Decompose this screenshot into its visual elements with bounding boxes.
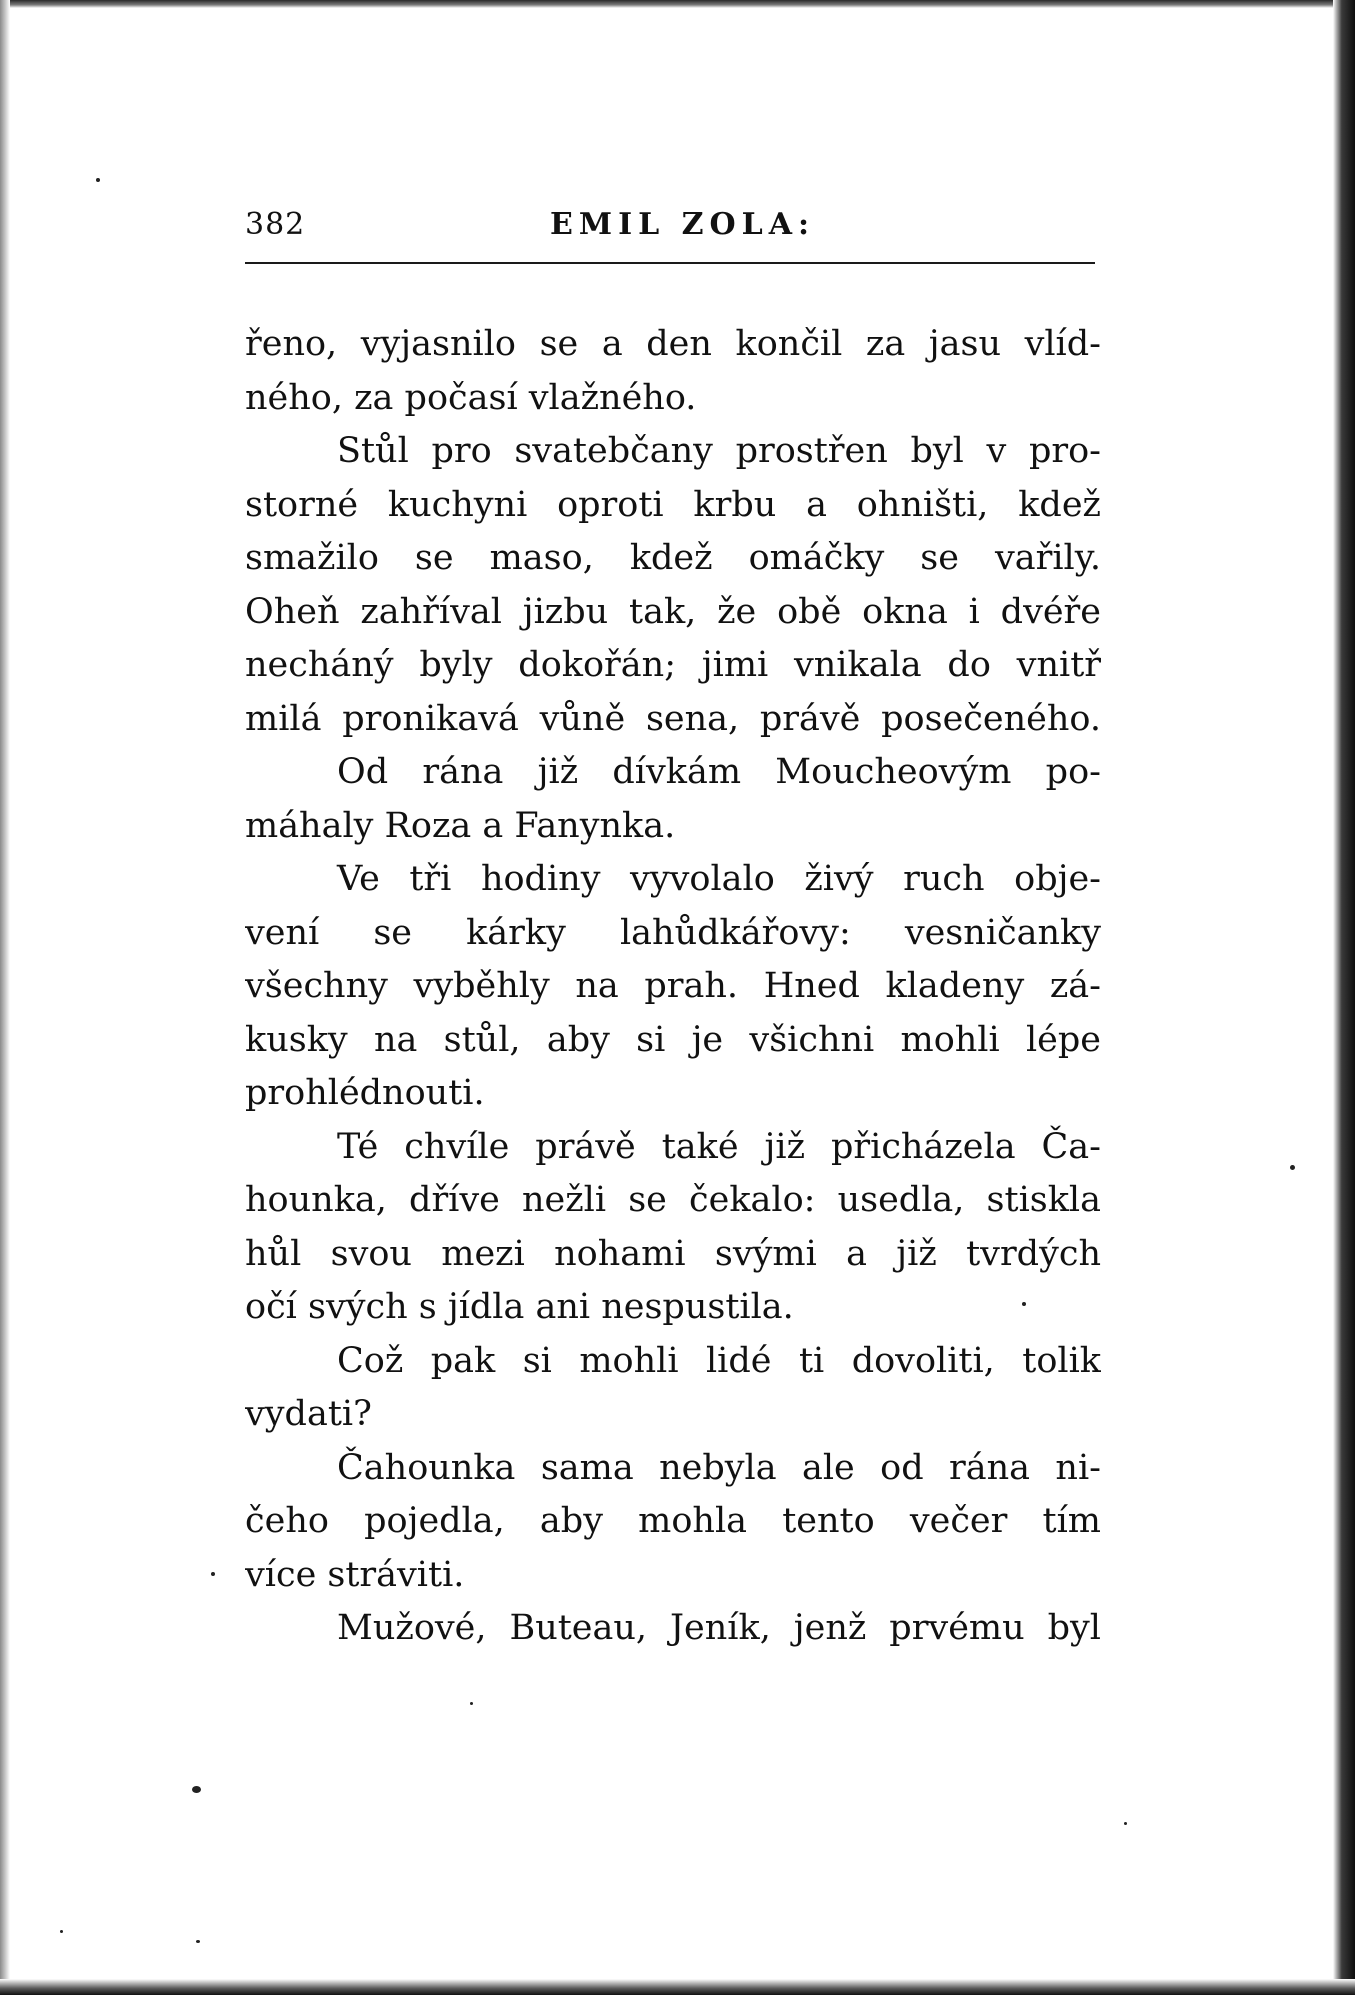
text-line: více stráviti. xyxy=(245,1554,465,1595)
ink-speck xyxy=(96,178,100,182)
running-title: EMIL ZOLA: xyxy=(550,207,816,242)
text-line: smažilo se maso, kdež omáčky se vařily. xyxy=(245,538,1101,578)
ink-speck xyxy=(192,1786,201,1793)
ink-speck xyxy=(470,1702,473,1705)
ink-speck xyxy=(211,1572,215,1576)
text-line: řeno, vyjasnilo se a den končil za jasu vlíd- xyxy=(245,324,1101,364)
text-line: Stůl pro svatebčany prostřen byl v pro- xyxy=(337,431,1101,471)
text-line: prohlédnouti. xyxy=(245,1073,485,1113)
text-line: hůl svou mezi nohami svými a již tvrdých xyxy=(245,1233,1101,1274)
text-line: Té chvíle právě také již přicházela Ča- xyxy=(337,1126,1101,1167)
text-line: všechny vyběhly na prah. Hned kladeny zá- xyxy=(245,966,1101,1006)
text-line: očí svých s jídla ani nespustila. xyxy=(245,1287,794,1327)
running-header xyxy=(245,203,1095,259)
page-edge-bottom xyxy=(0,1979,1355,1995)
text-line: Oheň zahříval jizbu tak, že obě okna i dvéře xyxy=(245,591,1101,632)
ink-speck xyxy=(60,1930,63,1933)
text-line: Což pak si mohli lidé ti dovoliti, tolik xyxy=(337,1340,1101,1381)
text-line: Ve tři hodiny vyvolalo živý ruch obje- xyxy=(337,859,1101,899)
ink-speck xyxy=(1124,1822,1127,1825)
text-line: Mužové, Buteau, Jeník, jenž prvému byl xyxy=(337,1608,1101,1648)
header-rule xyxy=(245,262,1095,264)
text-line: ného, za počasí vlažného. xyxy=(245,377,697,418)
body-text xyxy=(245,318,1101,1656)
text-line: máhaly Roza a Fanynka. xyxy=(245,805,676,846)
text-line: Čahounka sama nebyla ale od rána ni- xyxy=(337,1447,1101,1488)
page-number: 382 xyxy=(245,207,306,242)
text-line: čeho pojedla, aby mohla tento večer tím xyxy=(245,1501,1101,1541)
text-line: storné kuchyni oproti krbu a ohništi, kdež xyxy=(245,484,1101,525)
text-line: kusky na stůl, aby si je všichni mohli lépe xyxy=(245,1019,1101,1060)
text-line: hounka, dříve nežli se čekalo: usedla, stiskla xyxy=(245,1180,1101,1220)
ink-speck xyxy=(1290,1165,1295,1170)
text-line: vydati? xyxy=(245,1394,372,1434)
text-line: necháný byly dokořán; jimi vnikala do vnitř xyxy=(245,645,1101,685)
page-edge-left xyxy=(0,0,10,1995)
text-line: vení se kárky lahůdkářovy: vesničanky xyxy=(245,912,1101,953)
page-edge-right xyxy=(1333,0,1355,1995)
ink-speck xyxy=(1022,1302,1026,1306)
text-line: Od rána již dívkám Moucheovým po- xyxy=(337,752,1101,792)
page-edge-top xyxy=(0,0,1355,8)
ink-speck xyxy=(196,1940,200,1943)
text-line: milá pronikavá vůně sena, právě posečeného. xyxy=(245,698,1101,739)
